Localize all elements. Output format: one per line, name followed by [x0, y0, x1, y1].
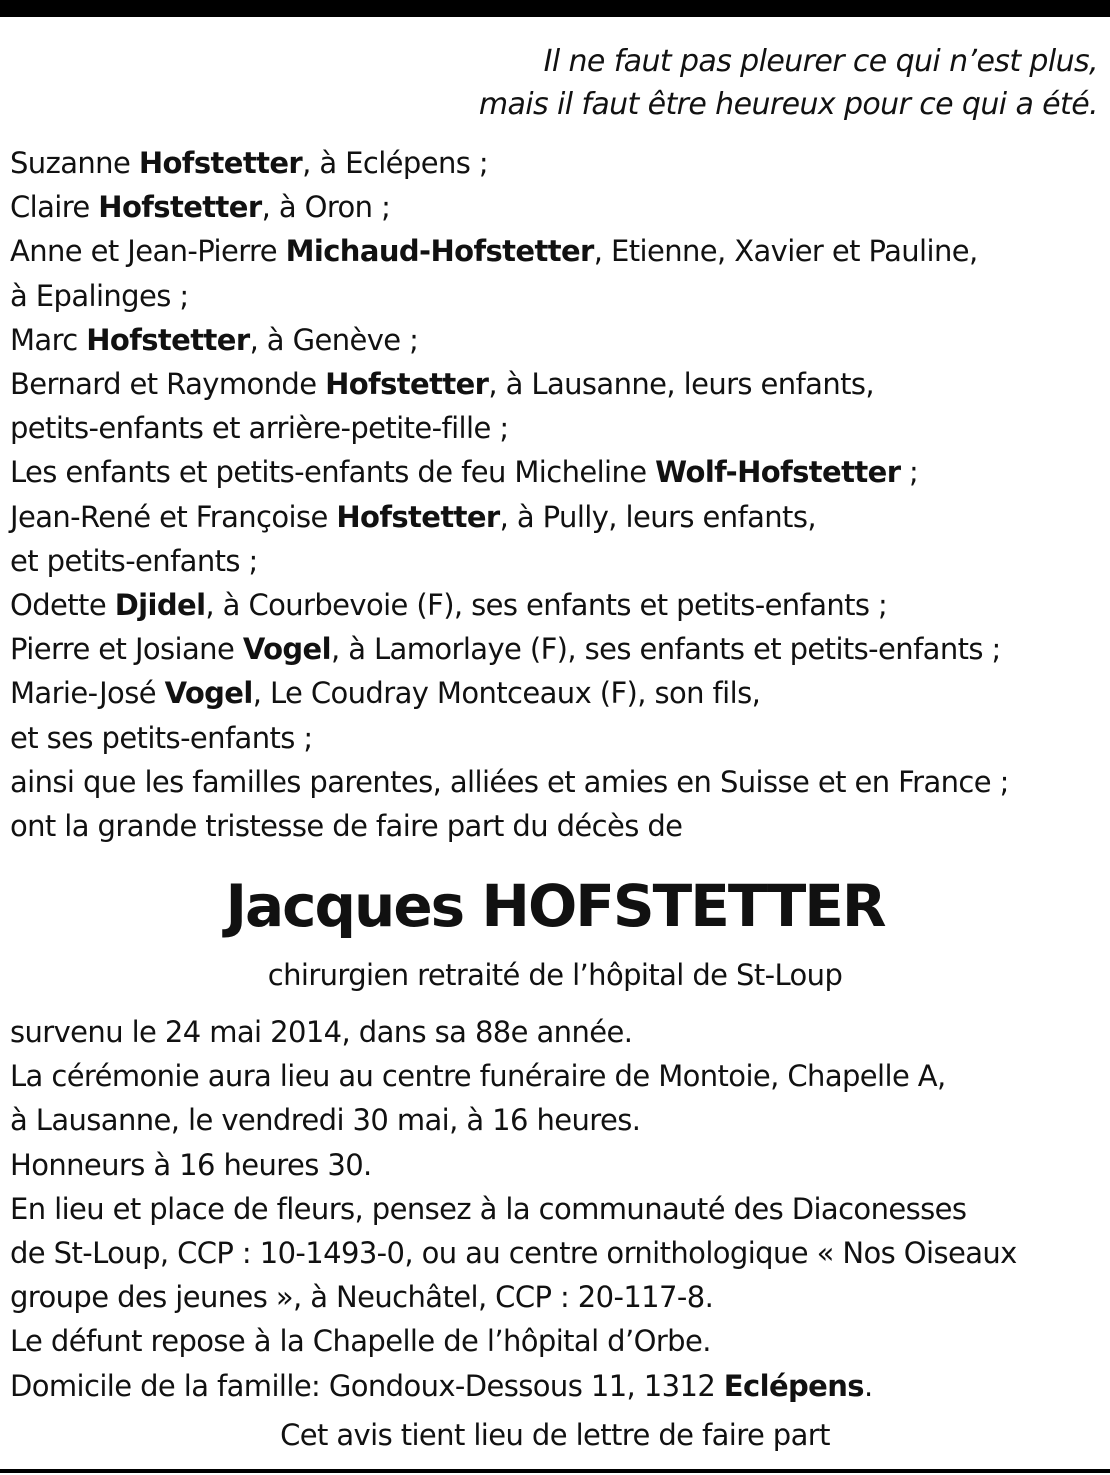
line-text: Pierre et Josiane — [10, 632, 243, 667]
mourner-line — [10, 627, 1105, 671]
family-name: Hofstetter — [98, 190, 262, 225]
line-text: Odette — [10, 588, 115, 623]
line-text: , à Courbevoie (F), ses enfants et petits-enfants ; — [205, 588, 888, 623]
mourner-line — [10, 495, 1105, 539]
line-text: ont la grande tristesse de faire part du décès de — [10, 809, 683, 844]
quote-line: Il ne faut pas pleurer ce qui n’est plus, — [543, 44, 1098, 79]
mourner-line — [10, 362, 1105, 406]
quote-line: mais il faut être heureux pour ce qui a été. — [478, 87, 1098, 122]
line-text: de St-Loup, CCP : 10-1493-0, ou au centre ornithologique « Nos Oiseaux — [10, 1236, 1017, 1271]
detail-line — [10, 1187, 1105, 1231]
mourner-line — [10, 406, 1105, 450]
line-text: . — [863, 1368, 873, 1403]
mourner-line — [10, 185, 1105, 229]
line-text: ainsi que les familles parentes, alliées et amies en Suisse et en France ; — [10, 764, 1009, 799]
line-text: Bernard et Raymonde — [10, 367, 326, 402]
line-text: ; — [900, 455, 919, 490]
family-name: Eclépens — [723, 1368, 864, 1403]
mourners-list — [10, 141, 1105, 848]
line-text: , à Genève ; — [249, 322, 419, 357]
line-text: et petits-enfants ; — [10, 543, 258, 578]
deceased-role: chirurgien retraité de l’hôpital de St-Loup — [267, 958, 843, 992]
line-text: à Lausanne, le vendredi 30 mai, à 16 heures. — [10, 1103, 641, 1138]
line-text: Suzanne — [10, 146, 139, 180]
epigraph-quote — [479, 40, 1098, 126]
footer-note: Cet avis tient lieu de lettre de faire part — [280, 1418, 830, 1452]
detail-line — [10, 1010, 1105, 1054]
line-text: La cérémonie aura lieu au centre funéraire de Montoie, Chapelle A, — [10, 1059, 946, 1094]
family-name: Djidel — [114, 588, 206, 623]
deceased-name: Jacques HOFSTETTER — [225, 872, 885, 940]
line-text: Domicile de la famille: Gondoux-Dessous 11, 1312 — [10, 1368, 724, 1403]
detail-line — [10, 1275, 1105, 1319]
line-text: Jean-René et Françoise — [10, 499, 337, 534]
mourner-line — [10, 539, 1105, 583]
line-text: , Le Coudray Montceaux (F), son fils, — [252, 676, 761, 711]
family-name: Hofstetter — [325, 367, 489, 402]
family-name: Michaud-Hofstetter — [285, 234, 594, 269]
detail-line — [10, 1231, 1105, 1275]
family-name: Hofstetter — [336, 499, 500, 534]
mourner-line — [10, 716, 1105, 760]
mourner-line — [10, 450, 1105, 494]
line-text: survenu le 24 mai 2014, dans sa 88e année. — [10, 1015, 633, 1049]
line-text: , à Lausanne, leurs enfants, — [488, 367, 875, 402]
mourner-line — [10, 804, 1105, 848]
line-text: En lieu et place de fleurs, pensez à la communauté des Diaconesses — [10, 1191, 967, 1226]
line-text: , à Eclépens ; — [302, 146, 489, 180]
line-text: Marc — [10, 322, 87, 357]
mourner-line — [10, 229, 1105, 273]
line-text: Anne et Jean-Pierre — [10, 234, 286, 269]
mourner-line — [10, 760, 1105, 804]
family-name: Wolf-Hofstetter — [655, 455, 901, 490]
detail-line — [10, 1364, 1105, 1408]
family-name: Hofstetter — [86, 322, 250, 357]
detail-line — [10, 1054, 1105, 1098]
bottom-rule — [0, 1469, 1110, 1473]
line-text: groupe des jeunes », à Neuchâtel, CCP : 20-117-8. — [10, 1280, 714, 1315]
mourner-line — [10, 141, 1105, 185]
family-name: Hofstetter — [138, 146, 303, 180]
line-text: à Epalinges ; — [10, 278, 189, 313]
line-text: Honneurs à 16 heures 30. — [10, 1147, 372, 1182]
detail-line — [10, 1319, 1105, 1363]
mourner-line — [10, 318, 1105, 362]
funeral-details — [10, 1010, 1105, 1408]
line-text: petits-enfants et arrière-petite-fille ; — [10, 411, 509, 446]
line-text: Les enfants et petits-enfants de feu Micheline — [10, 455, 656, 490]
mourner-line — [10, 671, 1105, 715]
detail-line — [10, 1098, 1105, 1142]
line-text: Marie-José — [10, 676, 165, 711]
family-name: Vogel — [164, 676, 253, 711]
line-text: , à Lamorlaye (F), ses enfants et petits-enfants ; — [330, 632, 1001, 667]
top-rule — [0, 0, 1110, 17]
family-name: Vogel — [242, 632, 331, 667]
line-text: , Etienne, Xavier et Pauline, — [593, 234, 978, 269]
line-text: Le défunt repose à la Chapelle de l’hôpital d’Orbe. — [10, 1324, 711, 1359]
line-text: et ses petits-enfants ; — [10, 720, 313, 755]
line-text: , à Oron ; — [261, 190, 391, 225]
line-text: Claire — [10, 190, 99, 225]
line-text: , à Pully, leurs enfants, — [499, 499, 816, 534]
mourner-line — [10, 583, 1105, 627]
detail-line — [10, 1143, 1105, 1187]
mourner-line — [10, 274, 1105, 318]
